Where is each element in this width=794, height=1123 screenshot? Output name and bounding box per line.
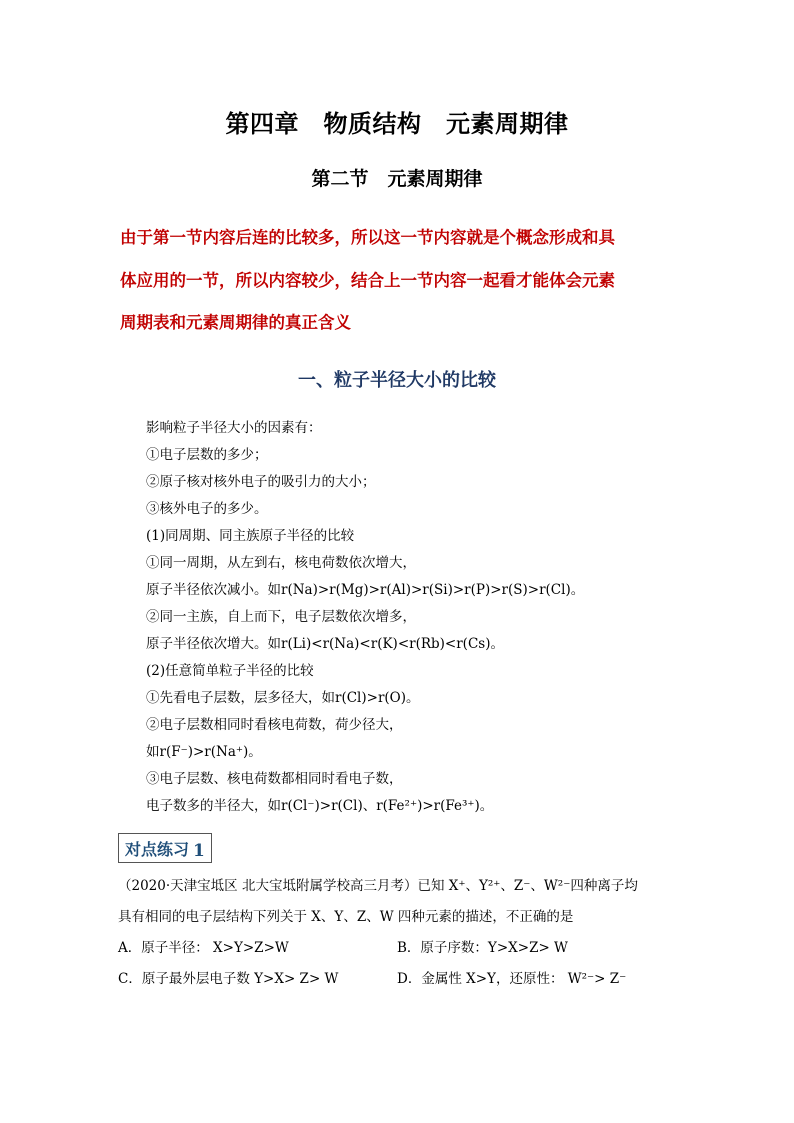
body-line-13: 如r(F⁻)>r(Na⁺)。 xyxy=(146,744,262,760)
body-line-10: (2)任意简单粒子半径的比较 xyxy=(146,663,314,679)
body-line-11: ①先看电子层数，层多径大，如r(Cl)>r(O)。 xyxy=(146,690,420,706)
intro-line-3: 周期表和元素周期律的真正含义 xyxy=(120,313,351,332)
section-title: 第二节 元素周期律 xyxy=(311,168,483,190)
practice-label-box xyxy=(118,833,212,863)
body-line-14: ③电子层数、核电荷数都相同时看电子数， xyxy=(146,771,403,787)
option-c: C．原子最外层电子数 Y>X> Z> W xyxy=(118,971,339,987)
practice-label: 对点练习 xyxy=(125,839,190,859)
option-a: A．原子半径： X>Y>Z>W xyxy=(118,940,289,956)
intro-line-1: 由于第一节内容后连的比较多，所以这一节内容就是个概念形成和具 xyxy=(120,228,615,247)
option-d: D．金属性 X>Y，还原性： W²⁻> Z⁻ xyxy=(397,971,627,987)
body-line-2: ①电子层数的多少； xyxy=(146,447,268,463)
chapter-title: 第四章 物质结构 元素周期律 xyxy=(225,110,569,138)
body-line-1: 影响粒子半径大小的因素有： xyxy=(146,420,322,436)
body-line-7: 原子半径依次减小。如r(Na)>r(Mg)>r(Al)>r(Si)>r(P)>r(S)>r(Cl)。 xyxy=(146,582,585,598)
body-line-8: ②同一主族，自上而下，电子层数依次增多， xyxy=(146,609,416,625)
body-line-4: ③核外电子的多少。 xyxy=(146,501,268,517)
body-line-15: 电子数多的半径大，如r(Cl⁻)>r(Cl)、r(Fe²⁺)>r(Fe³⁺)。 xyxy=(146,798,494,814)
body-line-12: ②电子层数相同时看核电荷数，荷少径大， xyxy=(146,717,403,733)
question-stem-line-2: 具有相同的电子层结构下列关于 X、Y、Z、W 四种元素的描述，不正确的是 xyxy=(118,909,574,925)
body-line-6: ①同一周期，从左到右，核电荷数依次增大， xyxy=(146,555,416,571)
option-b: B．原子序数：Y>X>Z> W xyxy=(397,940,568,956)
body-line-9: 原子半径依次增大。如r(Li)<r(Na)<r(K)<r(Rb)<r(Cs)。 xyxy=(146,636,504,652)
intro-line-2: 体应用的一节，所以内容较少，结合上一节内容一起看才能体会元素 xyxy=(120,271,615,290)
body-line-3: ②原子核对核外电子的吸引力的大小； xyxy=(146,474,376,490)
practice-number: 1 xyxy=(193,841,205,861)
question-stem-line-1: （2020·天津宝坻区 北大宝坻附属学校高三月考）已知 X⁺、Y²⁺、Z⁻、W²⁻四种离子均 xyxy=(118,878,638,894)
body-line-5: (1)同周期、同主族原子半径的比较 xyxy=(146,528,355,544)
heading-particle-radius: 一、粒子半径大小的比较 xyxy=(298,370,496,391)
